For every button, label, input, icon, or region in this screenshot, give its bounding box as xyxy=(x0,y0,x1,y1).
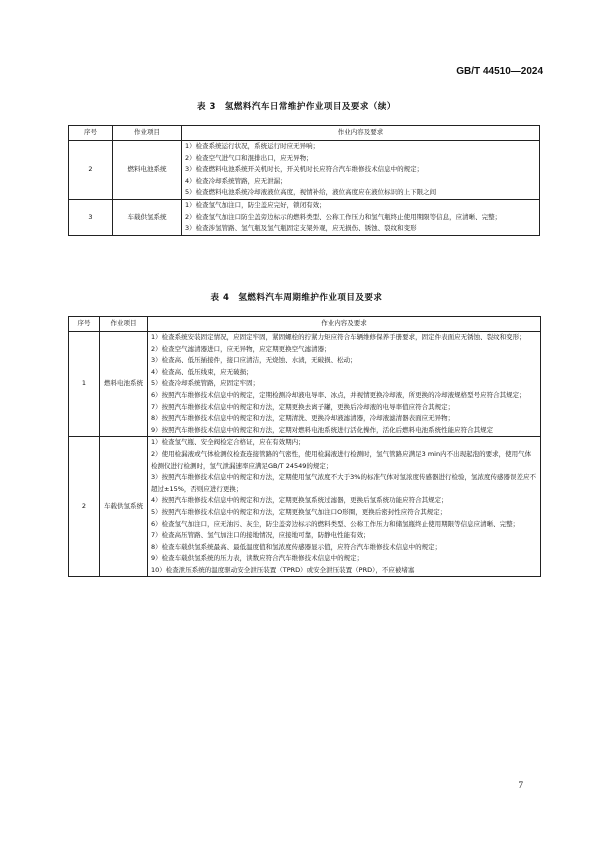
row-content xyxy=(148,332,541,437)
header-no: 序号 xyxy=(69,317,100,332)
requirement-line: 7）检查高压管路、氢气加注口的接地情况，应接地可靠，防静电性能有效； xyxy=(151,531,370,540)
requirement-line: 2）检查空气滤清器进口，应无异物，应定期更换空气滤清器； xyxy=(151,344,331,353)
requirement-line: 7）按照汽车维修技术信息中的规定和方法，定期更换去离子罐，更换后冷却液的电导率值应符合其规定； xyxy=(151,402,455,411)
row-no: 1 xyxy=(69,332,100,437)
table4-caption: 表 4 氢燃料汽车周期维护作业项目及要求 xyxy=(210,293,383,303)
table4 xyxy=(68,316,541,577)
requirement-line: 2）检查氢气加注口防尘盖旁边标示的燃料类型、公称工作压力和氢气瓶终止使用期限等信息，应清晰、完整； xyxy=(185,212,502,221)
row-no: 2 xyxy=(69,437,100,577)
requirement-line: 10）检查泄压系统的温度驱动安全泄压装置（TPRD）或安全泄压装置（PRD），不应被堵塞 xyxy=(151,565,415,574)
header-content: 作业内容及要求 xyxy=(148,317,541,332)
row-content xyxy=(182,141,540,200)
row-content xyxy=(182,199,540,235)
row-no: 2 xyxy=(69,141,113,200)
header-no: 序号 xyxy=(69,126,113,141)
header-item: 作业项目 xyxy=(113,126,182,141)
row-item: 燃料电池系统 xyxy=(113,141,182,200)
requirement-line: 5）按照汽车维修技术信息中的规定和方法，定期更换氢气加注口O形圈，更换后密封性应符合其规定； xyxy=(151,507,447,516)
page-number: 7 xyxy=(518,780,523,790)
row-no: 3 xyxy=(69,199,113,235)
requirement-line: 3）检查高、低压插接件，接口应清洁，无烧蚀、水渍，无破损、松动； xyxy=(151,356,357,365)
row-item: 燃料电池系统 xyxy=(100,332,148,437)
requirement-line: 2）使用检漏液或气体检测仪检查连接管路的气密性，使用检漏液进行检测时，氢气管路应满足3 min内不出现起泡的要求，使用气体检测仪进行检测时，氢气泄漏速率应满足GB/T 24549的规定； xyxy=(151,449,532,470)
requirement-line: 5）检查冷却系统管路，应固定牢固； xyxy=(151,379,260,388)
row-item: 车载供氢系统 xyxy=(113,199,182,235)
requirement-line: 1）检查氢气瓶、安全阀检定合格证，应在有效期内； xyxy=(151,438,305,447)
requirement-line: 8）检查车载供氢系统最高、最低温度值和氢浓度传感器显示值，应符合汽车维修技术信息中的规定； xyxy=(151,542,442,551)
requirement-line: 4）检查冷却系统管路，应无泄漏； xyxy=(185,176,287,185)
table4-header-row xyxy=(69,317,541,332)
table-row xyxy=(69,437,541,577)
row-item: 车载供氢系统 xyxy=(100,437,148,577)
requirement-line: 4）检查高、低压线束，应无破损； xyxy=(151,367,253,376)
header-content: 作业内容及要求 xyxy=(182,126,540,141)
table3 xyxy=(68,125,540,236)
requirement-line: 6）检查氢气加注口，应无油污、灰尘，防尘盖旁边标示的燃料类型、公称工作压力和储氢瓶终止使用期限等信息应清晰、完整； xyxy=(151,519,520,528)
requirement-line: 9）检查车载供氢系统的压力表，读数应符合汽车维修技术信息中的规定； xyxy=(151,554,364,563)
requirement-line: 2）检查空气进气口和混排出口，应无异物； xyxy=(185,153,313,162)
requirement-line: 3）检查涉氢管路、氢气瓶及氢气瓶固定支架外观，应无损伤、锈蚀、裂纹和变形 xyxy=(185,224,417,233)
table3-header-row xyxy=(69,126,540,141)
table-row xyxy=(69,141,540,200)
requirement-line: 9）按照汽车维修技术信息中的规定和方法，定期对燃料电池系统进行活化操作，活化后燃料电池系统性能应符合其规定 xyxy=(151,425,494,434)
standard-code: GB/T 44510—2024 xyxy=(456,66,543,77)
table3-caption: 表 3 氢燃料汽车日常维护作业项目及要求（续） xyxy=(197,102,396,112)
requirement-line: 8）按照汽车维修技术信息中的规定和方法，定期清洗、更换冷却液滤清器，冷却液滤清器表面应无异物； xyxy=(151,414,455,423)
requirement-line: 5）检查燃料电池系统冷却液液位高度，视情补给，液位高度应在液位标识的上下限之间 xyxy=(185,188,437,197)
table-row xyxy=(69,199,540,235)
requirement-line: 4）按照汽车维修技术信息中的规定和方法，定期更换氢系统过滤器，更换后氢系统功能应符合其规定； xyxy=(151,496,448,505)
table-row xyxy=(69,332,541,437)
requirement-line: 6）按照汽车维修技术信息中的规定，定期检测冷却液电导率、冰点，并视情更换冷却液，所更换的冷却液规格型号应符合其规定； xyxy=(151,390,526,399)
requirement-line: 1）检查氢气加注口，防尘盖应完好，锁闭有效； xyxy=(185,200,326,209)
requirement-line: 1）检查系统安装固定情况，应固定牢固，紧固螺栓的拧紧力矩应符合车辆维修保养手册要求，固定件表面应无锈蚀、裂纹和变形； xyxy=(151,333,526,341)
requirement-line: 1）检查系统运行状况，系统运行时应无异响； xyxy=(185,142,320,150)
row-content xyxy=(148,437,541,577)
requirement-line: 3）检查燃料电池系统开关机时长，开关机时长应符合汽车维修技术信息中的规定； xyxy=(185,165,424,174)
requirement-line: 3）按照汽车维修技术信息中的规定和方法，定期使用氢气浓度不大于3%的标准气体对氢浓度传感器进行检验，氢浓度传感器误差应不超过±15%，否则应进行更换； xyxy=(151,473,536,493)
header-item: 作业项目 xyxy=(100,317,148,332)
